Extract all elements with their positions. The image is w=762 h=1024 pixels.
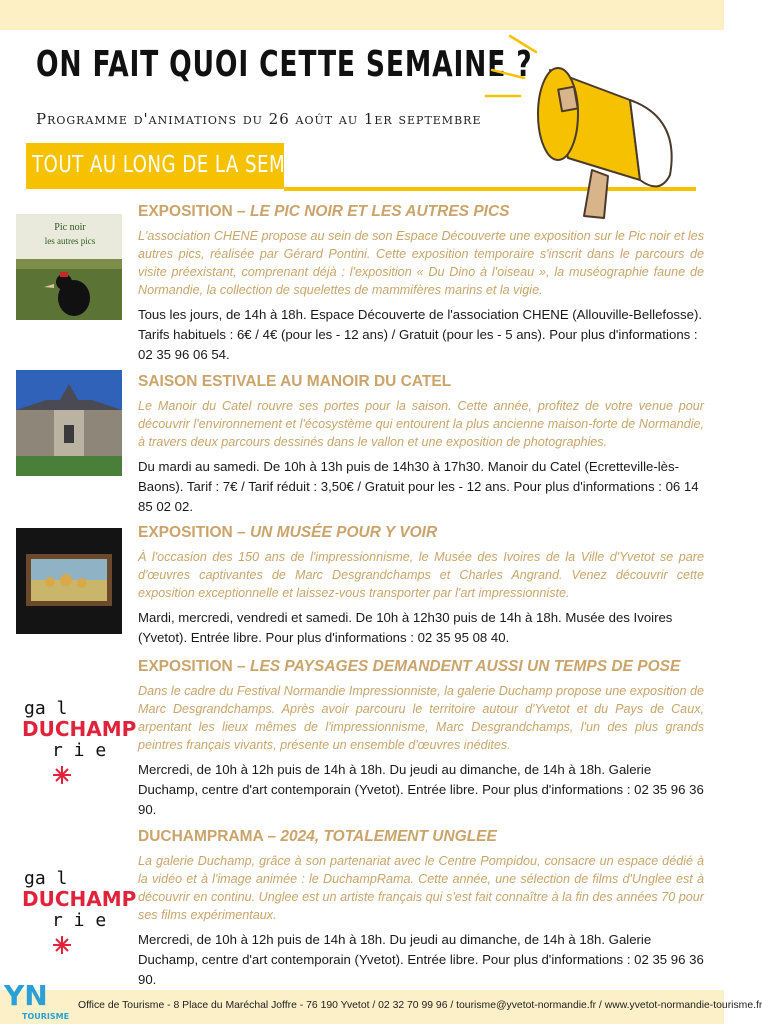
week-banner (26, 143, 330, 189)
event-title: EXPOSITION – UN MUSÉE POUR Y VOIR (138, 524, 438, 541)
galerie-duchamp-logo (16, 680, 137, 786)
svg-text:ga l: ga l (24, 698, 68, 719)
event-description: À l'occasion des 150 ans de l'impressionnisme, le Musée des Ivoires de la Ville d'Yvetot se pare d'œuvres captivantes de Marc Desgrandchamps et Charles Angrand. Venez découvrir cette exposition exceptionnelle et laissez-vous transporter par l'art impressionniste. (138, 550, 704, 600)
svg-text:YN: YN (4, 979, 48, 1012)
svg-text:r i e: r i e (52, 910, 107, 931)
top-band (0, 0, 724, 30)
event-title: EXPOSITION – LES PAYSAGES DEMANDENT AUSSI UN TEMPS DE POSE (138, 658, 681, 675)
event-title: DUCHAMPRAMA – 2024, TOTALEMENT UNGLEE (138, 828, 497, 845)
event-info: Mercredi, de 10h à 12h puis de 14h à 18h. Du jeudi au dimanche, de 14h à 18h. Galerie Duchamp, centre d'art contemporain (Yvetot). Entrée libre. Pour plus d'informations : 02 35 96 36 90. (138, 762, 704, 817)
event-info: Tous les jours, de 14h à 18h. Espace Découverte de l'association CHENE (Allouville-Bellefosse). Tarifs habituels : 6€ / 4€ (pour les - 12 ans) / Gratuit (pour les - 5 ans). Pour plus d'informations : 02 35 96 06 54. (138, 307, 703, 362)
event-image-pic-noir (16, 214, 122, 320)
event-description: Dans le cadre du Festival Normandie Impressionniste, la galerie Duchamp propose une exposition de Marc Desgrandchamps. Après avoir parcouru le territoire autour d'Yvetot et du Pays de Caux, arpentant les lieux mêmes de l'impressionnisme, Marc Desgrandchamps, l'un des plus grands peintres français vivants, présente un ensemble d'œuvres inédites. (138, 684, 704, 752)
event-title: EXPOSITION – LE PIC NOIR ET LES AUTRES PICS (138, 203, 510, 220)
event-description: L'association CHENE propose au sein de son Espace Découverte une exposition sur le Pic noir et les autres pics, réalisée par Gérard Pontini. Cette exposition temporaire s'inscrit dans le parcours de visite préexistant, comprenant déjà : l'exposition « Du Dino à l'oiseau », la muséographie faune de Normandie, la collection de squelettes de mammifères marins et la vigie. (138, 229, 704, 297)
svg-text:DUCHAMP: DUCHAMP (22, 717, 137, 741)
event-manoir-catel (138, 373, 704, 517)
yvetot-tourisme-logo (2, 975, 74, 1023)
page-title: ON FAIT QUOI CETTE SEMAINE ? (36, 44, 533, 85)
footer-contact: Office de Tourisme - 8 Place du Maréchal Joffre - 76 190 Yvetot / 02 32 70 99 96 / tourisme@yvetot-normandie.fr / www.yvetot-normandie-tourisme.fr (78, 1000, 762, 1011)
event-image-manoir (16, 370, 122, 476)
event-pic-noir (138, 203, 704, 365)
event-description: La galerie Duchamp, grâce à son partenariat avec le Centre Pompidou, consacre un espace dédié à la vidéo et à l'image animée : le DuchampRama. Cette année, une sélection de films d'Unglee est à découvrir en continu. Unglee est un artiste français qui s'est fait connaître à la fin des années 70 pour ses films expérimentaux. (138, 854, 704, 922)
svg-text:DUCHAMP: DUCHAMP (22, 887, 137, 911)
svg-text:TOURISME: TOURISME (22, 1012, 70, 1021)
svg-text:ga l: ga l (24, 868, 68, 889)
event-duchamprama (138, 828, 704, 990)
footer (0, 990, 762, 1024)
galerie-duchamp-logo-2 (16, 850, 137, 956)
sun-icon (53, 766, 71, 784)
svg-text:r i e: r i e (52, 740, 107, 761)
sun-icon (53, 936, 71, 954)
week-banner-label: TOUT AU LONG DE LA SEMAINE (32, 152, 330, 178)
event-info: Mercredi, de 10h à 12h puis de 14h à 18h. Du jeudi au dimanche, de 14h à 18h. Galerie Duchamp, centre d'art contemporain (Yvetot). Entrée libre. Pour plus d'informations : 02 35 96 36 90. (138, 932, 704, 987)
thumb-caption-1: Pic noir (54, 222, 86, 233)
event-image-musee (16, 528, 122, 634)
event-info: Mardi, mercredi, vendredi et samedi. De 10h à 12h30 puis de 14h à 18h. Musée des Ivoires (Yvetot). Entrée libre. Pour plus d'informations : 02 35 95 08 40. (138, 610, 673, 645)
event-info: Du mardi au samedi. De 10h à 13h puis de 14h30 à 17h30. Manoir du Catel (Ecretteville-lès-Baons). Tarif : 7€ / Tarif réduit : 3,50€ / Gratuit pour les - 12 ans. Pour plus d'informations : 06 14 85 02 02. (138, 459, 699, 514)
page-subtitle: Programme d'animations du 26 août au 1er septembre (36, 110, 482, 128)
thumb-caption-2: les autres pics (44, 236, 96, 246)
event-paysages (138, 658, 704, 820)
event-musee-ivoires (138, 524, 704, 648)
event-title: SAISON ESTIVALE AU MANOIR DU CATEL (138, 373, 452, 390)
megaphone-icon (480, 30, 700, 225)
event-description: Le Manoir du Catel rouvre ses portes pour la saison. Cette année, profitez de votre venue pour découvrir l'environnement et l'écosystème qui entourent la plus ancienne maison-forte de Normandie, à travers deux parcours dessinés dans le vallon et une exposition de photographies. (138, 399, 704, 449)
